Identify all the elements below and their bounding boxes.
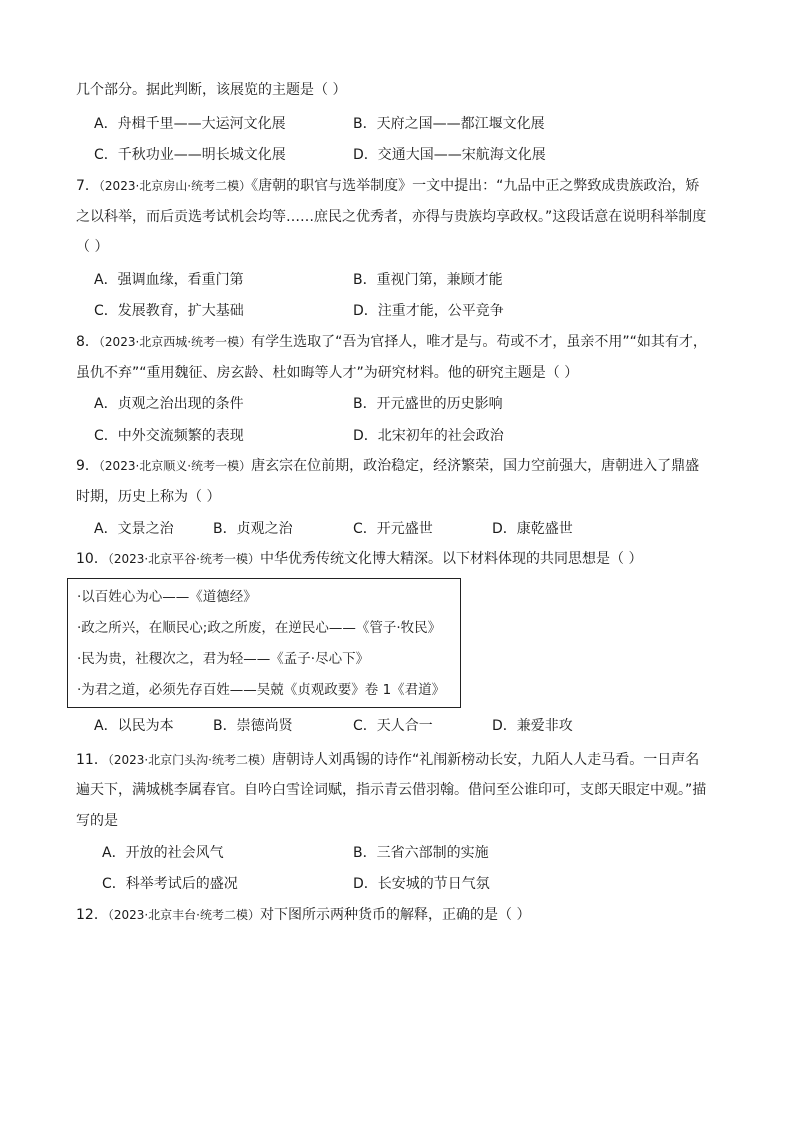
option-text: 科举考试后的盛况 <box>125 876 238 892</box>
option-text: 长安城的节日气氛 <box>377 876 490 892</box>
option-letter: D． <box>492 718 517 734</box>
option-letter: B． <box>353 396 377 412</box>
option-letter: D． <box>353 428 378 444</box>
option-letter: C． <box>94 147 118 163</box>
question-source: （2023·北京西城·统考一模） <box>98 335 252 349</box>
option-letter: D． <box>353 147 378 163</box>
q9-option-c[interactable] <box>353 519 433 539</box>
option-letter: B． <box>353 116 377 132</box>
option-letter: A． <box>94 396 118 412</box>
option-letter: D． <box>353 303 378 319</box>
question-text: 唐朝诗人刘禹锡的诗作“礼闱新榜动长安，九陌人人走马看。一日声名 <box>272 752 700 768</box>
option-letter: C． <box>353 718 377 734</box>
option-text: 开元盛世的历史影响 <box>376 396 503 412</box>
q7-stem-line-1 <box>76 176 699 196</box>
q11-stem-line-3: 写的是 <box>76 813 118 829</box>
option-text: 天人合一 <box>376 718 433 734</box>
q9-option-d[interactable] <box>492 519 573 539</box>
question-source: （2023·北京平谷·统考一模） <box>107 552 260 566</box>
option-letter: C． <box>102 876 126 892</box>
option-text: 三省六部制的实施 <box>376 845 489 861</box>
option-letter: C． <box>94 303 118 319</box>
question-source: （2023·北京丰台·统考二模） <box>107 908 260 922</box>
question-source: （2023·北京门头沟·统考二模） <box>107 753 272 767</box>
option-letter: B． <box>213 718 237 734</box>
option-text: 以民为本 <box>117 718 174 734</box>
question-number: 10． <box>76 551 108 567</box>
option-letter: B． <box>353 272 377 288</box>
question-number: 12． <box>76 907 108 923</box>
option-text: 兼爱非攻 <box>516 718 573 734</box>
q6-option-c[interactable] <box>94 145 286 165</box>
q8-option-c[interactable] <box>94 426 244 446</box>
q6-option-d[interactable] <box>353 145 546 165</box>
option-text: 文景之治 <box>117 521 174 537</box>
q11-option-a[interactable] <box>102 843 224 863</box>
q6-option-b[interactable] <box>353 114 545 134</box>
question-text: 唐玄宗在位前期，政治稳定，经济繁荣，国力空前强大，唐朝进入了鼎盛 <box>251 458 700 474</box>
q9-stem-line-1 <box>76 456 699 476</box>
option-text: 开放的社会风气 <box>125 845 224 861</box>
q6-stem-tail: 几个部分。据此判断，该展览的主题是（ ） <box>76 82 347 98</box>
q8-stem-line-1 <box>76 332 707 352</box>
option-text: 康乾盛世 <box>516 521 573 537</box>
material-line-4: ·为君之道，必须先存百姓——吴兢《贞观政要》卷 1《君道》 <box>77 682 446 698</box>
q10-option-c[interactable] <box>353 716 433 736</box>
q10-option-a[interactable] <box>94 716 174 736</box>
option-text: 千秋功业——明长城文化展 <box>117 147 286 163</box>
q7-stem-line-3: （ ） <box>76 239 109 255</box>
q9-stem-line-2: 时期，历史上称为（ ） <box>76 489 221 505</box>
material-line-1: ·以百姓心为心——《道德经》 <box>77 589 257 605</box>
q12-stem-line-1 <box>76 905 530 925</box>
option-text: 崇德尚贤 <box>236 718 293 734</box>
material-line-3: ·民为贵，社稷次之，君为轻——《孟子·尽心下》 <box>77 651 370 667</box>
q9-option-a[interactable] <box>94 519 174 539</box>
q7-option-b[interactable] <box>353 270 503 290</box>
option-letter: A． <box>94 116 118 132</box>
option-letter: A． <box>94 718 118 734</box>
option-letter: D． <box>492 521 517 537</box>
question-number: 7． <box>76 178 99 194</box>
material-line-2: ·政之所兴，在顺民心;政之所废，在逆民心——《管子·牧民》 <box>77 620 442 636</box>
question-text: 对下图所示两种货币的解释，正确的是（ ） <box>260 907 531 923</box>
q10-material-box <box>67 578 461 708</box>
q11-stem-line-1 <box>76 750 699 770</box>
question-source: （2023·北京顺义·统考一模） <box>98 459 252 473</box>
question-text: 中华优秀传统文化博大精深。以下材料体现的共同思想是（ ） <box>260 551 643 567</box>
q11-option-c[interactable] <box>102 874 238 894</box>
question-text: 《唐朝的职官与选举制度》一文中提出：“九品中正之弊致成贵族政治，矫 <box>251 178 700 194</box>
option-text: 贞观之治出现的条件 <box>117 396 244 412</box>
option-text: 开元盛世 <box>376 521 433 537</box>
q10-option-d[interactable] <box>492 716 573 736</box>
q11-stem-line-2: 遍天下，满城桃李属春官。自吟白雪诠词赋，指示青云借羽翰。借问至公谁印可，支郎天眼定中观。”描 <box>76 782 707 798</box>
option-letter: D． <box>353 876 378 892</box>
q8-option-b[interactable] <box>353 394 503 414</box>
option-letter: A． <box>94 521 118 537</box>
q10-stem-line-1 <box>76 549 642 569</box>
option-letter: B． <box>353 845 377 861</box>
q11-option-d[interactable] <box>353 874 490 894</box>
question-number: 8． <box>76 334 99 350</box>
question-source: （2023·北京房山·统考二模） <box>98 179 252 193</box>
option-letter: A． <box>94 272 118 288</box>
q11-option-b[interactable] <box>353 843 489 863</box>
option-text: 中外交流频繁的表现 <box>117 428 244 444</box>
q7-option-d[interactable] <box>353 301 504 321</box>
q9-option-b[interactable] <box>213 519 293 539</box>
option-text: 注重才能，公平竞争 <box>377 303 504 319</box>
option-text: 发展教育，扩大基础 <box>117 303 244 319</box>
option-text: 天府之国——都江堰文化展 <box>376 116 545 132</box>
option-text: 舟楫千里——大运河文化展 <box>117 116 286 132</box>
option-text: 交通大国——宋航海文化展 <box>377 147 546 163</box>
option-text: 贞观之治 <box>236 521 293 537</box>
question-number: 11． <box>76 752 108 768</box>
option-letter: C． <box>353 521 377 537</box>
option-text: 重视门第，兼顾才能 <box>376 272 503 288</box>
q8-option-a[interactable] <box>94 394 244 414</box>
q6-option-a[interactable] <box>94 114 286 134</box>
q8-stem-line-2: 虽仇不弃”“重用魏征、房玄龄、杜如晦等人才”为研究材料。他的研究主题是（ ） <box>76 365 579 381</box>
q8-option-d[interactable] <box>353 426 504 446</box>
q7-stem-line-2: 之以科举，而后贡选考试机会均等……庶民之优秀者，亦得与贵族均享政权。”这段话意在说明科举制度 <box>76 209 707 225</box>
q10-option-b[interactable] <box>213 716 293 736</box>
option-text: 北宋初年的社会政治 <box>377 428 504 444</box>
question-number: 9． <box>76 458 99 474</box>
option-letter: C． <box>94 428 118 444</box>
option-letter: B． <box>213 521 237 537</box>
q7-option-a[interactable] <box>94 270 244 290</box>
option-text: 强调血缘，看重门第 <box>117 272 244 288</box>
option-letter: A． <box>102 845 126 861</box>
question-text: 有学生选取了“吾为官择人，唯才是与。苟或不才，虽亲不用”“如其有才， <box>251 334 707 350</box>
q7-option-c[interactable] <box>94 301 244 321</box>
